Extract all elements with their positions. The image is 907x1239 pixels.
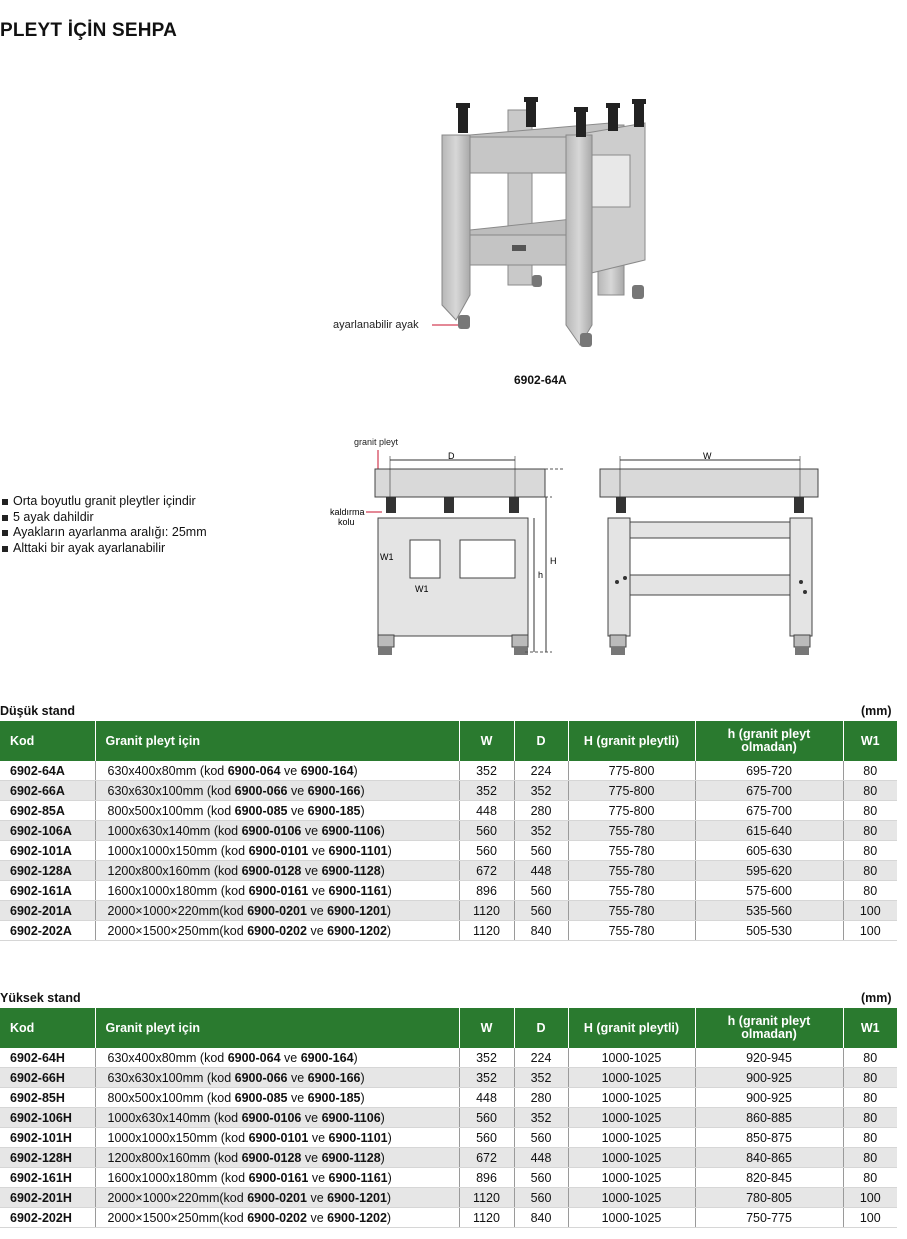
cell-w: 1120 xyxy=(459,1208,514,1228)
col-w1: W1 xyxy=(843,1008,897,1048)
col-H: H (granit pleytli) xyxy=(568,1008,695,1048)
cell-d: 560 xyxy=(514,1188,568,1208)
d-label: D xyxy=(448,451,455,461)
table-row xyxy=(0,841,897,861)
cell-H: 755-780 xyxy=(568,921,695,941)
cell-w1: 80 xyxy=(843,801,897,821)
cell-kod: 6902-85H xyxy=(0,1088,95,1108)
cell-granit: 1000x630x140mm (kod 6900-0106 ve 6900-1106) xyxy=(95,1108,459,1128)
cell-granit: 630x400x80mm (kod 6900-064 ve 6900-164) xyxy=(95,761,459,781)
w1-label: W1 xyxy=(380,552,394,562)
cell-H: 1000-1025 xyxy=(568,1108,695,1128)
section-title-high: Yüksek stand xyxy=(0,991,81,1005)
granite-label: granit pleyt xyxy=(354,437,399,447)
cell-d: 352 xyxy=(514,821,568,841)
cell-granit: 1000x1000x150mm (kod 6900-0101 ve 6900-1101) xyxy=(95,841,459,861)
cell-w: 672 xyxy=(459,1148,514,1168)
cell-h: 850-875 xyxy=(695,1128,843,1148)
col-w: W xyxy=(459,721,514,761)
cell-H: 1000-1025 xyxy=(568,1168,695,1188)
page-title: PLEYT İÇİN SEHPA xyxy=(0,20,178,41)
cell-H: 1000-1025 xyxy=(568,1188,695,1208)
feature-list xyxy=(2,494,207,556)
table-row xyxy=(0,901,897,921)
cell-h: 860-885 xyxy=(695,1108,843,1128)
cell-H: 1000-1025 xyxy=(568,1048,695,1068)
cell-w1: 80 xyxy=(843,821,897,841)
cell-h: 780-805 xyxy=(695,1188,843,1208)
table-row xyxy=(0,861,897,881)
cell-kod: 6902-201H xyxy=(0,1188,95,1208)
table-row xyxy=(0,801,897,821)
cell-h: 605-630 xyxy=(695,841,843,861)
feature-item: 5 ayak dahildir xyxy=(2,510,207,526)
cell-w: 560 xyxy=(459,821,514,841)
cell-kod: 6902-66A xyxy=(0,781,95,801)
cell-granit: 1600x1000x180mm (kod 6900-0161 ve 6900-1161) xyxy=(95,881,459,901)
table-row xyxy=(0,1108,897,1128)
cell-d: 224 xyxy=(514,1048,568,1068)
cell-h: 920-945 xyxy=(695,1048,843,1068)
table-header-row xyxy=(0,1008,897,1048)
cell-H: 1000-1025 xyxy=(568,1148,695,1168)
cell-H: 755-780 xyxy=(568,821,695,841)
cell-granit: 1000x1000x150mm (kod 6900-0101 ve 6900-1101) xyxy=(95,1128,459,1148)
cell-w1: 80 xyxy=(843,1128,897,1148)
col-granit: Granit pleyt için xyxy=(95,721,459,761)
section-title-low: Düşük stand xyxy=(0,704,76,718)
table-row xyxy=(0,1088,897,1108)
cell-granit: 630x630x100mm (kod 6900-066 ve 6900-166) xyxy=(95,1068,459,1088)
col-kod: Kod xyxy=(0,1008,95,1048)
cell-kod: 6902-161H xyxy=(0,1168,95,1188)
lift-label-1: kaldırma xyxy=(330,507,365,517)
cell-d: 280 xyxy=(514,1088,568,1108)
cell-kod: 6902-66H xyxy=(0,1068,95,1088)
cell-d: 448 xyxy=(514,1148,568,1168)
table-row xyxy=(0,1168,897,1188)
cell-granit: 800x500x100mm (kod 6900-085 ve 6900-185) xyxy=(95,801,459,821)
cell-w1: 80 xyxy=(843,1168,897,1188)
table-row xyxy=(0,881,897,901)
cell-h: 675-700 xyxy=(695,801,843,821)
col-kod: Kod xyxy=(0,721,95,761)
cell-w1: 80 xyxy=(843,841,897,861)
cell-w1: 80 xyxy=(843,1108,897,1128)
cell-w1: 100 xyxy=(843,901,897,921)
cell-w1: 100 xyxy=(843,921,897,941)
cell-granit: 2000×1000×220mm(kod 6900-0201 ve 6900-1201) xyxy=(95,901,459,921)
cell-h: 900-925 xyxy=(695,1088,843,1108)
cell-w1: 80 xyxy=(843,1068,897,1088)
dimension-diagram xyxy=(320,430,840,662)
stand-photo xyxy=(330,95,670,360)
cell-w1: 80 xyxy=(843,761,897,781)
cell-granit: 630x400x80mm (kod 6900-064 ve 6900-164) xyxy=(95,1048,459,1068)
cell-w1: 80 xyxy=(843,1088,897,1108)
table-row xyxy=(0,1208,897,1228)
cell-h: 615-640 xyxy=(695,821,843,841)
col-h: h (granit pleyt olmadan) xyxy=(695,1008,843,1048)
cell-h: 750-775 xyxy=(695,1208,843,1228)
cell-kod: 6902-64H xyxy=(0,1048,95,1068)
cell-h: 575-600 xyxy=(695,881,843,901)
cell-d: 560 xyxy=(514,881,568,901)
table-row xyxy=(0,1128,897,1148)
cell-h: 900-925 xyxy=(695,1068,843,1088)
cell-d: 840 xyxy=(514,921,568,941)
cell-d: 352 xyxy=(514,781,568,801)
table-row xyxy=(0,921,897,941)
table-row xyxy=(0,1148,897,1168)
spec-table-high xyxy=(0,1008,897,1228)
cell-w: 352 xyxy=(459,1048,514,1068)
cell-h: 695-720 xyxy=(695,761,843,781)
cell-H: 775-800 xyxy=(568,801,695,821)
w-label: W xyxy=(703,451,712,461)
cell-H: 755-780 xyxy=(568,841,695,861)
cell-d: 560 xyxy=(514,901,568,921)
cell-H: 755-780 xyxy=(568,861,695,881)
cell-h: 595-620 xyxy=(695,861,843,881)
cell-granit: 1000x630x140mm (kod 6900-0106 ve 6900-1106) xyxy=(95,821,459,841)
table-row xyxy=(0,821,897,841)
col-h: h (granit pleyt olmadan) xyxy=(695,721,843,761)
cell-H: 1000-1025 xyxy=(568,1088,695,1108)
lift-label-2: kolu xyxy=(338,517,355,527)
cell-d: 560 xyxy=(514,1168,568,1188)
feature-item: Ayakların ayarlanma aralığı: 25mm xyxy=(2,525,207,541)
cell-H: 755-780 xyxy=(568,881,695,901)
spec-table-low xyxy=(0,721,897,941)
cell-H: 755-780 xyxy=(568,901,695,921)
col-d: D xyxy=(514,1008,568,1048)
cell-d: 352 xyxy=(514,1068,568,1088)
cell-w: 352 xyxy=(459,761,514,781)
cell-h: 840-865 xyxy=(695,1148,843,1168)
cell-granit: 1600x1000x180mm (kod 6900-0161 ve 6900-1161) xyxy=(95,1168,459,1188)
cell-kod: 6902-202H xyxy=(0,1208,95,1228)
cell-granit: 2000×1500×250mm(kod 6900-0202 ve 6900-1202) xyxy=(95,1208,459,1228)
cell-w: 352 xyxy=(459,1068,514,1088)
cell-w1: 80 xyxy=(843,1048,897,1068)
cell-H: 775-800 xyxy=(568,781,695,801)
cell-h: 535-560 xyxy=(695,901,843,921)
cell-granit: 2000×1000×220mm(kod 6900-0201 ve 6900-1201) xyxy=(95,1188,459,1208)
cell-w: 352 xyxy=(459,781,514,801)
unit-label: (mm) xyxy=(861,704,892,718)
cell-kod: 6902-202A xyxy=(0,921,95,941)
cell-H: 1000-1025 xyxy=(568,1208,695,1228)
col-H: H (granit pleytli) xyxy=(568,721,695,761)
cell-w: 560 xyxy=(459,841,514,861)
cell-kod: 6902-101H xyxy=(0,1128,95,1148)
cell-H: 1000-1025 xyxy=(568,1128,695,1148)
cell-d: 560 xyxy=(514,841,568,861)
cell-kod: 6902-101A xyxy=(0,841,95,861)
table-row xyxy=(0,1188,897,1208)
cell-w: 448 xyxy=(459,801,514,821)
leg-label: ayarlanabilir ayak xyxy=(333,319,419,331)
cell-w1: 80 xyxy=(843,1148,897,1168)
cell-w1: 100 xyxy=(843,1208,897,1228)
table-row xyxy=(0,761,897,781)
cell-w: 1120 xyxy=(459,901,514,921)
cell-w: 560 xyxy=(459,1128,514,1148)
cell-w1: 100 xyxy=(843,1188,897,1208)
photo-caption: 6902-64A xyxy=(514,373,567,387)
cell-kod: 6902-201A xyxy=(0,901,95,921)
table-header-row xyxy=(0,721,897,761)
col-d: D xyxy=(514,721,568,761)
cell-H: 1000-1025 xyxy=(568,1068,695,1088)
feature-item: Orta boyutlu granit pleytler içindir xyxy=(2,494,207,510)
cell-w1: 80 xyxy=(843,881,897,901)
table-row xyxy=(0,781,897,801)
cell-w: 672 xyxy=(459,861,514,881)
cell-w: 896 xyxy=(459,881,514,901)
cell-w1: 80 xyxy=(843,781,897,801)
cell-d: 224 xyxy=(514,761,568,781)
table-row xyxy=(0,1048,897,1068)
cell-kod: 6902-161A xyxy=(0,881,95,901)
cell-w: 448 xyxy=(459,1088,514,1108)
cell-h: 505-530 xyxy=(695,921,843,941)
cell-d: 840 xyxy=(514,1208,568,1228)
cell-kod: 6902-85A xyxy=(0,801,95,821)
unit-label: (mm) xyxy=(861,991,892,1005)
col-w: W xyxy=(459,1008,514,1048)
cell-granit: 1200x800x160mm (kod 6900-0128 ve 6900-1128) xyxy=(95,861,459,881)
table-row xyxy=(0,1068,897,1088)
cell-H: 775-800 xyxy=(568,761,695,781)
cell-w: 1120 xyxy=(459,921,514,941)
cell-w1: 80 xyxy=(843,861,897,881)
w1v-label: W1 xyxy=(415,584,429,594)
cell-granit: 630x630x100mm (kod 6900-066 ve 6900-166) xyxy=(95,781,459,801)
cell-d: 280 xyxy=(514,801,568,821)
cell-w: 896 xyxy=(459,1168,514,1188)
col-w1: W1 xyxy=(843,721,897,761)
cell-h: 675-700 xyxy=(695,781,843,801)
h-small-label: h xyxy=(538,570,544,580)
cell-d: 560 xyxy=(514,1128,568,1148)
cell-w: 560 xyxy=(459,1108,514,1128)
col-granit: Granit pleyt için xyxy=(95,1008,459,1048)
cell-granit: 1200x800x160mm (kod 6900-0128 ve 6900-1128) xyxy=(95,1148,459,1168)
cell-kod: 6902-128A xyxy=(0,861,95,881)
cell-d: 352 xyxy=(514,1108,568,1128)
cell-kod: 6902-64A xyxy=(0,761,95,781)
cell-d: 448 xyxy=(514,861,568,881)
cell-kod: 6902-106A xyxy=(0,821,95,841)
cell-h: 820-845 xyxy=(695,1168,843,1188)
feature-item: Alttaki bir ayak ayarlanabilir xyxy=(2,541,207,557)
cell-granit: 800x500x100mm (kod 6900-085 ve 6900-185) xyxy=(95,1088,459,1108)
cell-granit: 2000×1500×250mm(kod 6900-0202 ve 6900-1202) xyxy=(95,921,459,941)
cell-w: 1120 xyxy=(459,1188,514,1208)
cell-kod: 6902-106H xyxy=(0,1108,95,1128)
cell-kod: 6902-128H xyxy=(0,1148,95,1168)
h-big-label: H xyxy=(550,556,557,566)
